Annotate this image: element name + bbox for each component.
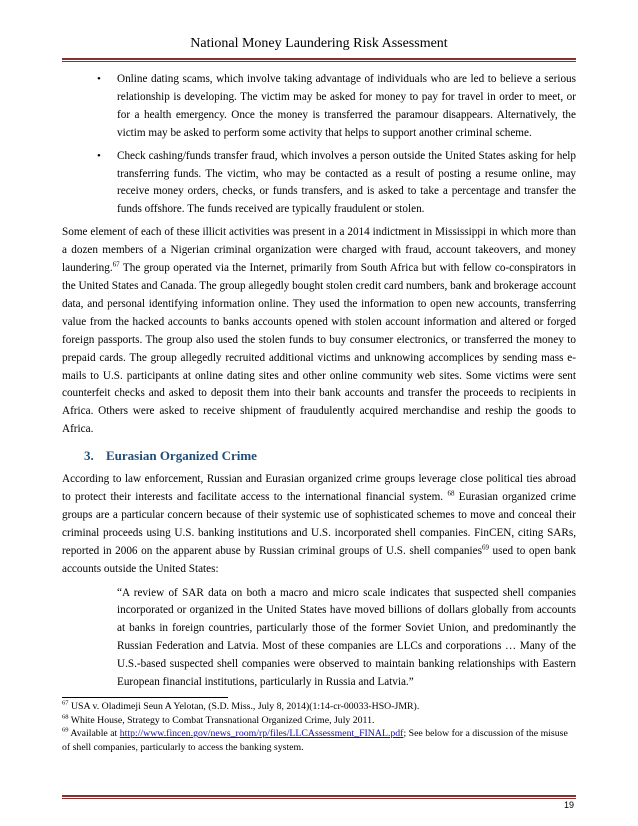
body-paragraph: According to law enforcement, Russian and Eurasian organized crime groups leverage close political ties abroad to protect their interests and facilitate access to the international financial system. $^{68}$ Eurasian organized crime groups are a particular concern because of their systemic use of sophisticated schemes to move and conceal their criminal proceeds using U.S. banking institutions and U.S. incorporated shell companies. FinCEN, citing SARs, reported in 2006 on the apparent abuse by Russian criminal groups of U.S. shell companies$^{69}$ used to open bank accounts outside the United States: bbox=[62, 473, 577, 575]
body-paragraph: Some element of each of these illicit activities was present in a 2014 indictment in Mississippi in which more than a dozen members of a Nigerian criminal organization were charged with fraud, account takeovers, and money laundering.$^{67}$ The group operated via the Internet, primarily from South Africa but with fellow co-conspirators in the United States and Canada. The group allegedly bought stolen credit card numbers, bank and brokerage account data, and personal identifying information online. They used the information to open new accounts, transferring value from the hacked accounts to banks accounts opened with stolen account information and altered or forged foreign passports. The group also used the stolen funds to buy consumer electronics, or transferred the money to prepaid cards. The group allegedly recruited additional victims and unknowing accomplices by sending mass e-mails to U.S. participants at online dating sites and other online community web sites. Some victims were sent counterfeit checks and asked to deposit them into their bank accounts and transfer the proceeds to recipients in Africa. Others were asked to receive shipment of fraudulently acquired merchandise and reship the goods to Africa. bbox=[62, 226, 576, 436]
header-rule bbox=[62, 58, 576, 62]
page-number: 19 bbox=[563, 800, 574, 810]
footnote-ref[interactable]: 68 bbox=[447, 489, 455, 498]
footnote-ref[interactable]: 67 bbox=[112, 260, 120, 269]
footnote: $^{68}$ White House, Strategy to Combat Transnational Organized Crime, July 2011. bbox=[62, 713, 375, 726]
footnote: $^{67}$ USA v. Oladimeji Seun A Yelotan, (S.D. Miss., July 8, 2014)(1:14-cr-00033-HSO-JMR). bbox=[62, 699, 420, 712]
footnote-ref[interactable]: 69 bbox=[481, 543, 489, 552]
footnotes bbox=[62, 700, 576, 754]
list-item: • Check cashing/funds transfer fraud, which involves a person outside the United States asking for help transferring funds. The victim, who may be contacted as a result of posting a resume online, may receive money orders, checks, or funds transfers, and is asked to take a percentage and transfer the funds offshore. The funds received are typically fraudulent or stolen. bbox=[97, 149, 576, 216]
footnote: $^{69}$ Available at http://www.fincen.gov/news_room/rp/files/LLCAssessment_FINAL.pdf; See below for a discussion of the misuse of shell companies, particularly to access the banking system. bbox=[62, 726, 568, 753]
bullet-list bbox=[62, 71, 576, 219]
section-title: Eurasian Organized Crime bbox=[106, 448, 257, 464]
main-content bbox=[62, 71, 576, 692]
footer-rule bbox=[62, 795, 576, 799]
page-header: National Money Laundering Risk Assessment bbox=[190, 36, 448, 51]
list-item: • Online dating scams, which involve taking advantage of individuals who are led to believe a serious relationship is developing. The victim may be asked for money to pay for travel in order to meet, or for a health emergency. Once the money is transferred the paramour disappears. Alternatively, the victim may be asked to perform some activity that helps to support another criminal scheme. bbox=[97, 73, 576, 139]
section-heading bbox=[84, 447, 576, 465]
block-quote: “A review of SAR data on both a macro and micro scale indicates that suspected shell companies incorporated or organized in the United States have moved billions of dollars globally from accounts at banks in foreign countries, particularly those of the former Soviet Union, and predominantly the Russian Federation and Latvia. Most of these companies are LLCs and corporations … Many of the U.S.-based suspected shell companies were observed to maintain banking relationships with Eastern European financial institutions, particularly in Russia and Latvia.” bbox=[117, 586, 576, 689]
footnote-link[interactable]: http://www.fincen.gov/news_room/rp/files/LLCAssessment_FINAL.pdf bbox=[119, 728, 404, 740]
footnote-divider bbox=[62, 697, 228, 698]
section-number: 3. bbox=[84, 448, 94, 464]
bullet-icon: • bbox=[97, 73, 101, 85]
bullet-icon: • bbox=[97, 149, 101, 162]
